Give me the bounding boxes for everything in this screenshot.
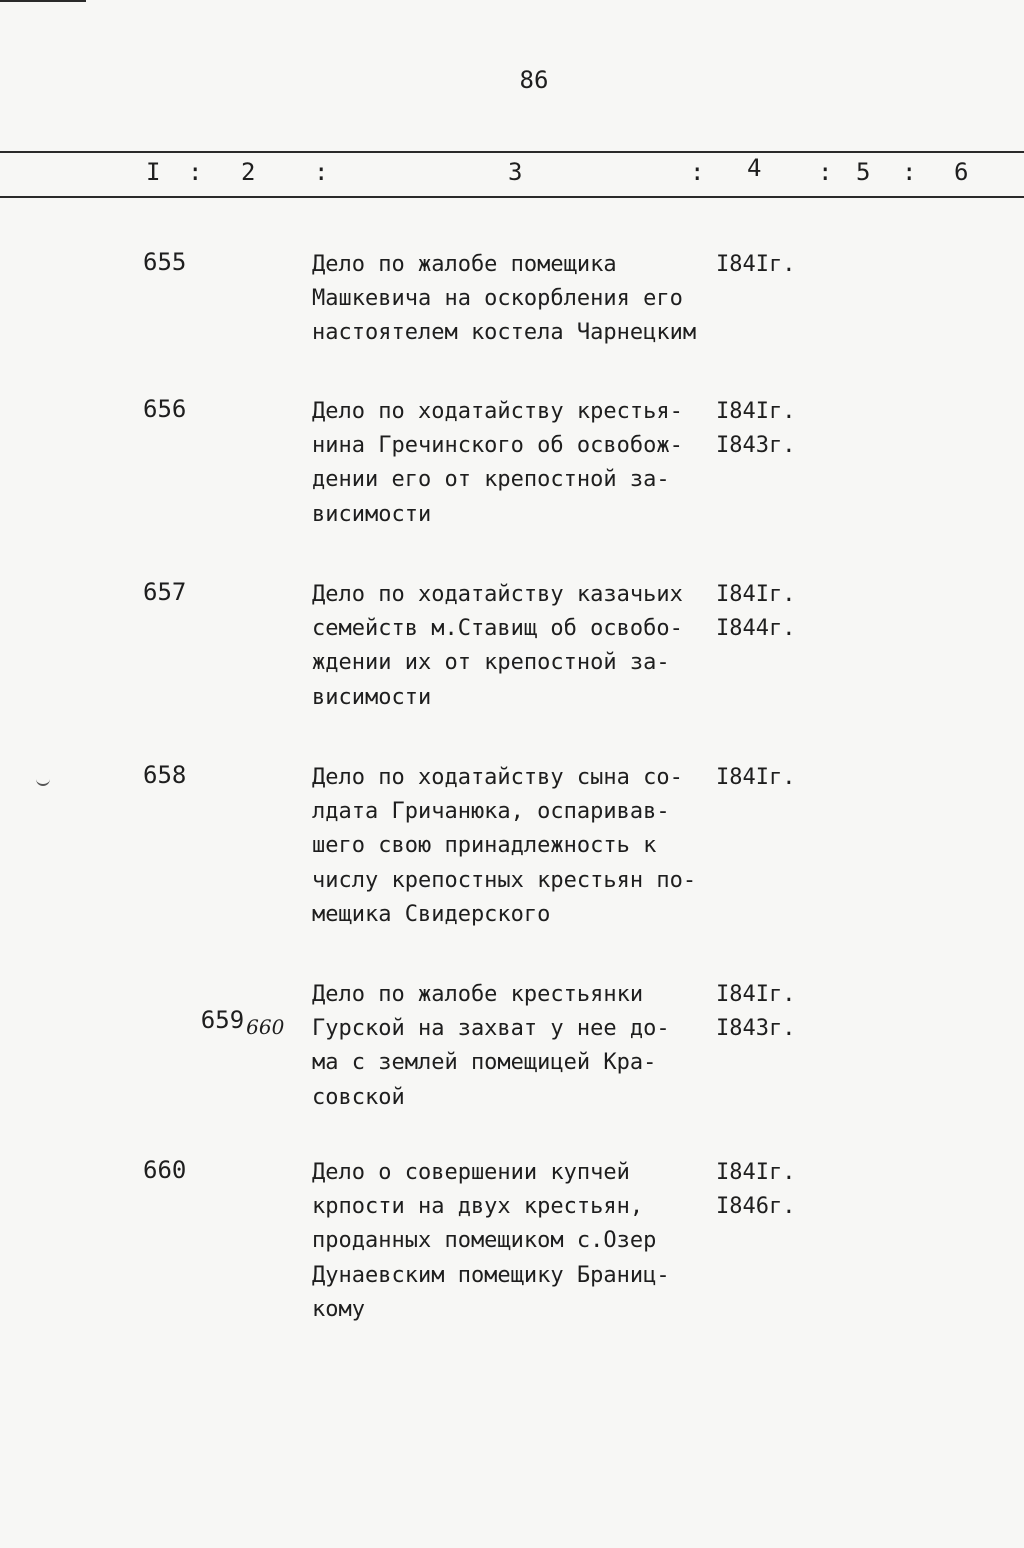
entry-number-typed: 659 bbox=[200, 1006, 245, 1034]
header-separator: : bbox=[818, 158, 833, 186]
entry-dates bbox=[716, 395, 795, 463]
margin-pencil-mark bbox=[36, 778, 50, 786]
date-line: I843г. bbox=[716, 433, 796, 459]
table-header-rule bbox=[0, 196, 1024, 198]
description-line: кому bbox=[312, 1296, 365, 1322]
description-line: настоятелем костела Чарнецким bbox=[312, 320, 697, 346]
entry-number: 658 bbox=[143, 761, 187, 789]
date-line: I84Iг. bbox=[716, 252, 796, 277]
description-line: Дело по ходатайству сына со- bbox=[312, 765, 683, 790]
entry-description bbox=[312, 578, 712, 715]
entry-dates bbox=[716, 1156, 795, 1224]
date-line: I84Iг. bbox=[716, 399, 796, 424]
entry-number bbox=[143, 978, 284, 1062]
entry-number-handwritten-correction: 660 bbox=[246, 1015, 285, 1039]
entry-description bbox=[312, 978, 712, 1115]
entry-dates bbox=[716, 761, 795, 795]
description-line: ма с землей помещицей Кра- bbox=[312, 1050, 657, 1076]
entry-dates bbox=[716, 978, 795, 1046]
description-line: семейств м.Ставищ об освобо- bbox=[312, 616, 683, 642]
description-line: мещика Свидерского bbox=[312, 901, 551, 927]
header-col-5: 5 bbox=[856, 158, 871, 186]
table-top-rule bbox=[0, 151, 1024, 153]
description-line: дении его от крепостной за- bbox=[312, 467, 670, 493]
entry-number: 655 bbox=[143, 248, 187, 276]
entry-dates bbox=[716, 248, 795, 282]
header-col-3: 3 bbox=[508, 158, 523, 186]
date-line: I84Iг. bbox=[716, 1160, 796, 1185]
description-line: Дело по ходатайству крестья- bbox=[312, 399, 683, 424]
entry-number: 656 bbox=[143, 395, 187, 423]
description-line: проданных помещиком с.Озер bbox=[312, 1228, 657, 1254]
description-line: Машкевича на оскорбления его bbox=[312, 286, 683, 312]
description-line: шего свою принадлежность к bbox=[312, 833, 657, 859]
entry-description bbox=[312, 395, 712, 532]
description-line: крпости на двух крестьян, bbox=[312, 1194, 644, 1220]
entry-description bbox=[312, 248, 712, 351]
description-line: нина Гречинского об освобож- bbox=[312, 433, 683, 459]
entry-dates bbox=[716, 578, 795, 646]
description-line: совской bbox=[312, 1084, 405, 1110]
description-line: Дунаевским помещику Браниц- bbox=[312, 1262, 670, 1288]
header-separator: : bbox=[902, 158, 917, 186]
header-col-2: 2 bbox=[241, 158, 256, 186]
date-line: I84Iг. bbox=[716, 765, 796, 790]
description-line: лдата Гричанюка, оспаривав- bbox=[312, 799, 670, 825]
description-line: висимости bbox=[312, 501, 432, 527]
header-col-4: 4 bbox=[747, 154, 762, 182]
date-line: I843г. bbox=[716, 1016, 796, 1042]
date-line: I84Iг. bbox=[716, 582, 796, 607]
description-line: Дело по жалобе помещика bbox=[312, 252, 617, 277]
description-line: Дело о совершении купчей bbox=[312, 1160, 630, 1185]
corner-mark bbox=[0, 0, 86, 2]
header-col-1: I bbox=[146, 158, 161, 186]
entry-number: 660 bbox=[143, 1156, 187, 1184]
header-separator: : bbox=[690, 158, 705, 186]
date-line: I844г. bbox=[716, 616, 796, 642]
description-line: висимости bbox=[312, 684, 432, 710]
date-line: I846г. bbox=[716, 1194, 796, 1220]
description-line: ждении их от крепостной за- bbox=[312, 650, 670, 676]
entry-description bbox=[312, 1156, 712, 1327]
description-line: Гурской на захват у нее до- bbox=[312, 1016, 670, 1042]
description-line: числу крепостных крестьян по- bbox=[312, 867, 697, 893]
date-line: I84Iг. bbox=[716, 982, 796, 1007]
header-col-6: 6 bbox=[954, 158, 969, 186]
header-separator: : bbox=[188, 158, 203, 186]
header-separator: : bbox=[314, 158, 329, 186]
description-line: Дело по жалобе крестьянки bbox=[312, 982, 644, 1007]
entry-description bbox=[312, 761, 712, 932]
page-number: 86 bbox=[519, 66, 549, 94]
entry-number: 657 bbox=[143, 578, 187, 606]
description-line: Дело по ходатайству казачьих bbox=[312, 582, 683, 607]
